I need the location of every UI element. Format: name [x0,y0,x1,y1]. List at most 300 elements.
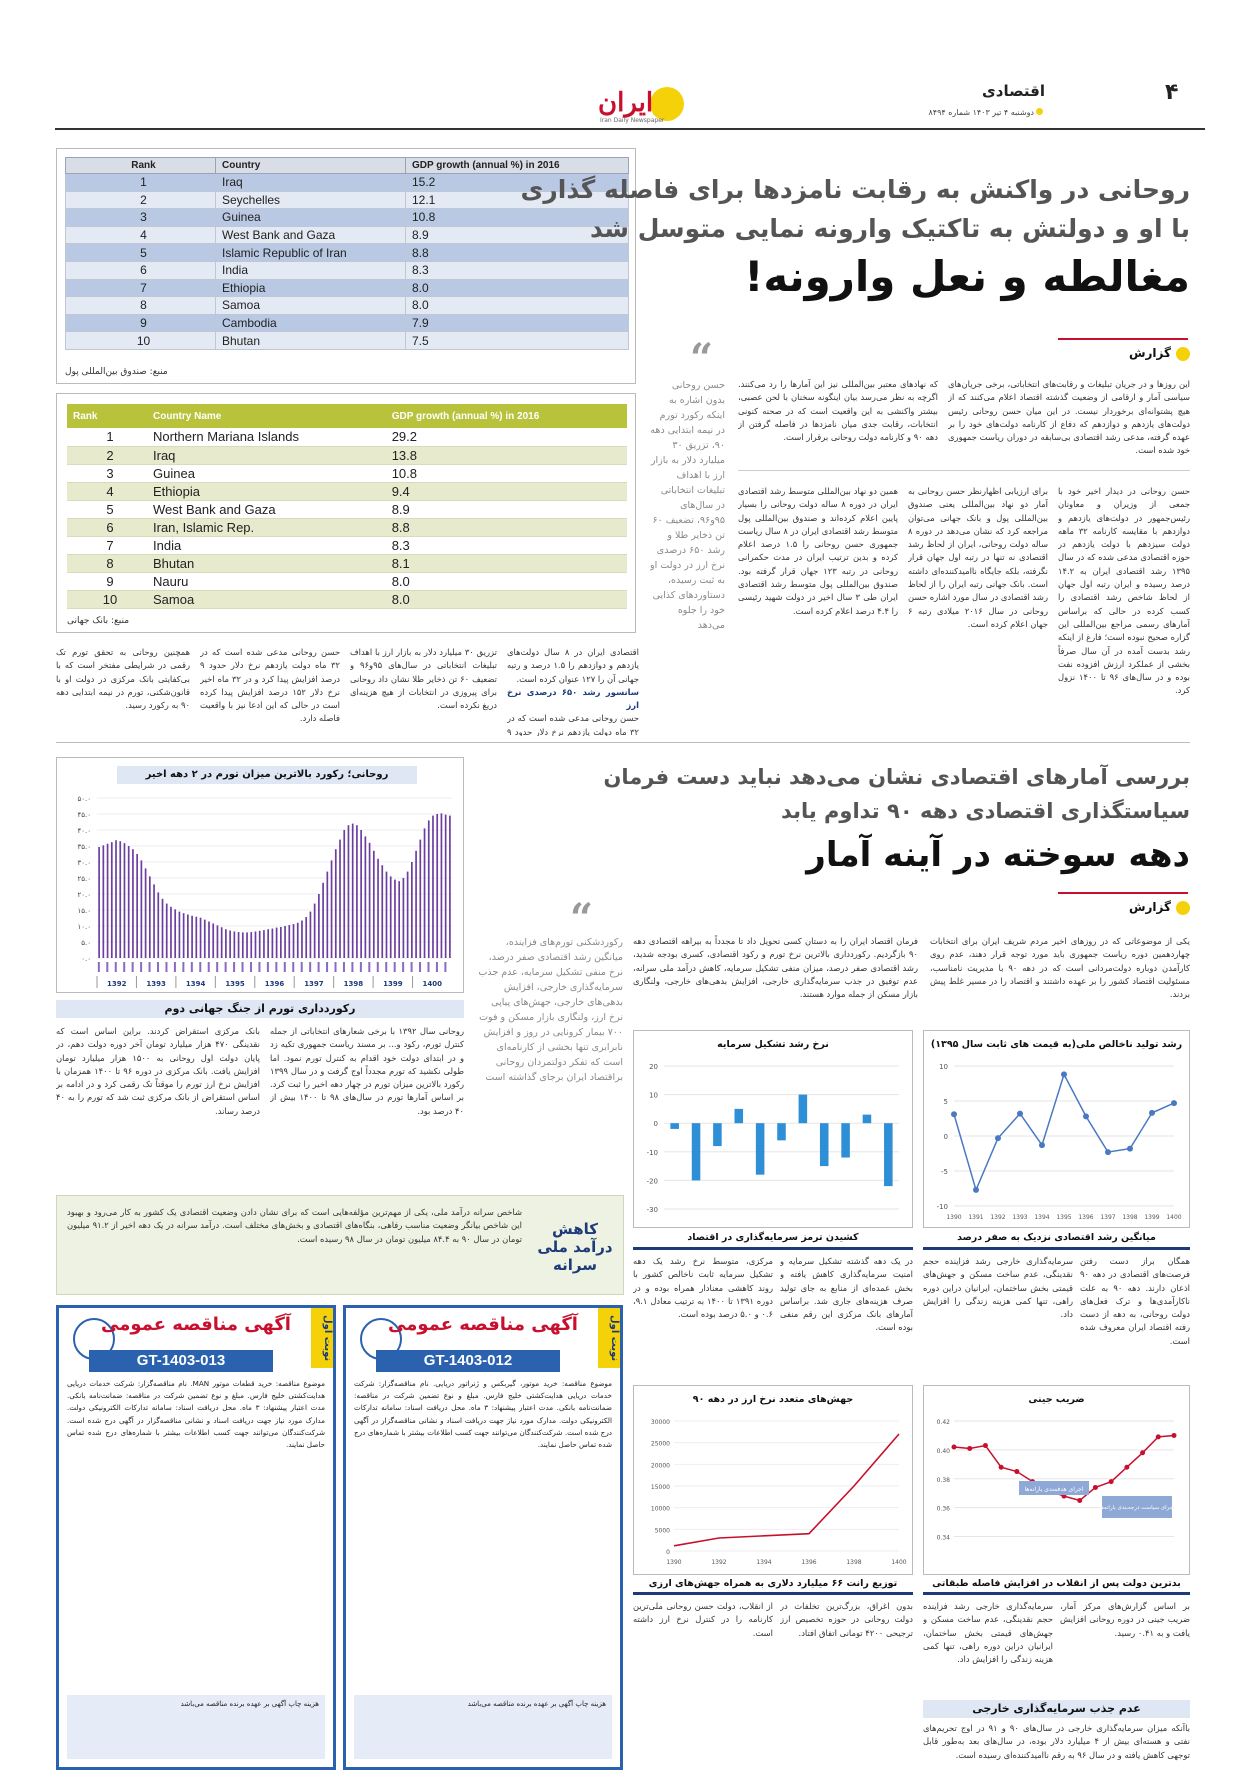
gdp-cell: 8.8 [405,244,628,262]
article2-col-7: از انقلاب، دولت حسن روحانی ملی‌ترین کارنامه را در کنترل نرخ ارز داشته است. [633,1601,773,1638]
table-row [66,279,629,297]
country-cell: Cambodia [216,314,406,332]
country-cell: Ethiopia [147,482,386,500]
fx-caption-underline [633,1592,913,1595]
inflation-bar [390,876,392,958]
gdp-cell: 8.0 [386,590,627,608]
article2-body-left: بانک مرکزی استقراض کردند. براین اساس است که نقدینگی ۴۷۰ هزار میلیارد تومان آخر دوره دولت دهم، در پایان دولت اول روحانی به ۱۵۰۰ هزار میلیارد تومان افزایش یافت. بانک مرکزی در دوره ۹۶ تا ۱۴۰۰ همزمان با افزایش نرخ ارز تورم را موقتاً تک رقمی کرد و در ادامه بر اساس استقراض از بانک مرکزی ثبت شد که تورم را به ۴۰ درصد رساند. [56,1026,260,1116]
inflation-bar [166,904,168,958]
inflation-bar [153,884,155,958]
y-tick-label: 15000 [650,1484,670,1491]
y-tick-label: ۵.۰ [81,939,91,947]
rank-cell: 10 [66,332,216,350]
x-tick-mark [250,962,252,972]
inflation-bar [424,828,426,958]
table-row [66,226,629,244]
x-tick-label: 1397 [1100,1214,1116,1221]
inflation-bar [419,840,421,958]
gini-annotation: اجرای هدفمندی یارانه‌ها [1024,1486,1084,1493]
article1-col-3: همین دو نهاد بین‌المللی متوسط رشد اقتصادی ایران در دوره ۸ ساله دولت روحانی را بسیار پایین اعلام کرده‌اند و صندوق بین‌المللی پول متوسط رشد اقتصادی ایران در ۸ سال ریاست جمهوری حسن روحانی را ۱.۵ درصد اعلام کرده و بدین ترتیب ایران در مدت حکمرانی روحانی در رتبه ۱۲۳ جهان قرار گرفته بود. صندوق بین‌المللی پول متوسط رشد اقتصادی ایران طی ۳ سال اخیر در دولت شهید رئیسی را ۴.۴ درصد اعلام کرده است. [738,486,898,616]
capital-bar [799,1095,808,1124]
article2-intro-left: فرمان اقتصاد ایران را به دستان کسی تحویل داد تا مجدداً به بیراهه اقتصادی دهه ۹۰ بازگردیم. رکوردداری بالاترین نرخ تورم و رکود اقتصادی، کسری بودجه شدید، رشد اقتصادی صفر درصد، میزان منفی تشکیل سرمایه، کاهش درآمد ملی سرانه، عدم توفیق در جذب سرمایه‌گذاری خارجی، افزایش بدهی‌های خارجی، ولنگاری بازار مسکن از جمله موارد هستند. [633,936,918,1000]
table-row [66,261,629,279]
y-tick-label: -10 [936,1203,948,1211]
y-tick-label: ۴۵.۰ [77,811,91,819]
capital-bar [841,1123,850,1157]
inflation-bar [200,918,202,958]
x-tick-mark [309,962,311,972]
article2-label: گزارش [1129,900,1190,915]
article2-body-right: روحانی سال ۱۳۹۲ با برخی شعارهای انتخاباتی از جمله کنترل تورم، رکود و... بر مسند ریاست جمهوری تکیه زد و در ابتدای دولت خود اقدام به کنترل تورم نمود. اما طولی نکشید که تورم مجدداً اوج گرفت و در سال ۱۳۹۹ رکورد بالاترین میزان تورم در چهار دهه اخیر را ثبت کرد. بر اساس آمارها تورم در سال‌های ۹۸ تا ۱۴۰۰ بیش از ۴۰ درصد بود. [270,1026,464,1116]
exchange-rate-caption: توزیع رانت ۶۶ میلیارد دلاری به همراه جهش‌های ارزی [648,1578,898,1589]
x-tick-label: 1394 [756,1559,772,1566]
y-tick-label: 25000 [650,1440,670,1448]
article1-col-6: همچنین روحانی به تحقق تورم تک رقمی در شرایطی مفتخر است که با بی‌کفایتی بانک مرکزی در دولت او با قانون‌شکنی، تورم در نیمه ابتدایی دهه ۹۰ به رکورد رسید. [56,647,190,711]
table-row [67,482,627,500]
article1-intro-right: این روزها و در جریان تبلیغات و رقابت‌های انتخاباتی، برخی جریان‌های سیاسی آمار و ارقامی از وضعیت گذشته اقتصاد اعلام می‌کنند که از هیچ پشتوانه‌ای برخوردار نیست. در این میان حسن روحانی رئیس دولت‌های یازدهم و دوازدهم که دفاع از کارنامه دولت‌های خود را بر عهده گرفته، مدعی رشد اقتصادی بی‌سابقه در دوران ریاست جمهوری خود شده است. [948,379,1190,456]
exchange-rate-chart-title: جهش‌های متعدد نرخ ارز در دهه ۹۰ [692,1394,854,1405]
x-tick-mark [301,962,303,972]
x-tick-label: 1396 [801,1559,817,1566]
inflation-bar [314,904,316,958]
inflation-bar [272,929,274,958]
article2-headline: دهه سوخته در آینه آمار [806,835,1190,875]
x-tick-mark [267,962,269,972]
per-capita-income-title: کاهش درآمد ملی سرانه [537,1220,613,1274]
country-cell: Ethiopia [216,279,406,297]
inflation-bar [348,825,350,958]
x-tick-label: 1392 [990,1214,1006,1221]
gdp-point [1061,1071,1067,1077]
inflation-bar [267,929,269,958]
gdp-point [1017,1111,1023,1117]
logo-sun-icon [650,87,684,121]
y-tick-label: 0 [943,1133,948,1141]
gini-point [1140,1450,1145,1455]
inflation-bar [280,927,282,958]
inflation-bar [394,880,396,958]
quote-mark-icon: “ [570,895,594,942]
gdp-cell: 8.3 [386,536,627,554]
x-tick-mark [123,962,125,972]
inflation-bar [229,930,231,958]
country-cell: India [147,536,386,554]
tender-ad-012[interactable] [343,1305,623,1770]
inflation-bar [234,931,236,958]
rank-cell: 6 [66,261,216,279]
x-tick-label: 1395 [1056,1214,1072,1221]
y-tick-label: 0.36 [936,1505,950,1513]
table-row [67,500,627,518]
inflation-bar [449,816,451,958]
x-tick-mark [335,962,337,972]
article1-col-2: برای ارزیابی اظهارنظر حسن روحانی به آمار دو نهاد بین‌المللی یعنی صندوق بین‌المللی پول و بانک جهانی می‌توان مراجعه کرد که نشان می‌دهد در دوره ۸ ساله دولت روحانی، ایران از لحاظ رشد اقتصادی نه تنها در رتبه اول جهان قرار نگرفته، بلکه جایگاه ناامیدکننده‌ای داشته است. بانک جهانی رتبه ایران را از لحاظ رشد اقتصادی در سال مورد اشاره حسن روحانی در سال ۲۰۱۶ میلادی رتبه ۶ جهان اعلام کرده است. [908,486,1048,629]
rank-cell: 5 [67,500,147,518]
capital-bar [820,1123,829,1166]
inflation-bar [238,932,240,958]
article1-kicker-1: روحانی در واکنش به رقابت نامزدها برای فاصله گذاری [520,175,1190,204]
inflation-bar [132,849,134,958]
country-cell: Bhutan [147,554,386,572]
capital-caption-underline [633,1247,913,1250]
inflation-bar [111,842,113,958]
inflation-bar [360,830,362,958]
x-tick-mark [275,962,277,972]
gini-point [1124,1465,1129,1470]
x-tick-label: 1400 [891,1559,907,1566]
gini-caption: بدترین دولت پس از انقلاب در افزایش فاصله طبقاتی [932,1578,1181,1589]
x-tick-label: 1393 [1012,1214,1028,1221]
gdp-cell: 10.8 [386,464,627,482]
inflation-bar [212,923,214,958]
gdp-growth-caption: میانگین رشد اقتصادی نزدیک به صفر درصد [957,1232,1156,1243]
inflation-bar [102,845,104,958]
t2-header-gdp: GDP growth (annual %) in 2016 [386,404,627,428]
x-group-label: 1398 [343,980,364,988]
gdp-point [1039,1142,1045,1148]
x-tick-mark [191,962,193,972]
capital-bar [670,1123,679,1129]
table-row [67,572,627,590]
y-tick-label: ۴۰.۰ [77,827,91,835]
inflation-bar [335,849,337,958]
x-tick-label: 1391 [968,1214,984,1221]
foreign-investment-text: باآنکه میزان سرمایه‌گذاری خارجی در سال‌های ۹۰ و ۹۱ در اوج تحریم‌های نفتی و هسته‌ای بیش از ۴ میلیارد دلار بوده، در سال‌های بعد به‌طور قابل توجهی کاهش یافته و در سال ۹۶ به رقم ناامیدکننده‌ای رسیده است. [923,1723,1190,1760]
gdp-cell: 7.9 [405,314,628,332]
y-tick-label: ۲۵.۰ [77,875,91,883]
gdp-cell: 8.8 [386,518,627,536]
article2-intro-right: یکی از موضوعاتی که در روزهای اخیر مردم شریف ایران برای انتخابات چهاردهمین دوره ریاست جمهوری باید مورد توجه قرار دهند، عدم روی کارآمدن دوباره دولت‌مردانی است که در دهه ۹۰ با مدیریت نامناسب، مسئولیت اقتصاد کشور را بر عهده داشتند و اقتصاد را در مسیر غلط پیش بردند. [930,936,1190,1000]
gdp-cell: 8.3 [405,261,628,279]
y-tick-label: -30 [646,1206,658,1214]
y-tick-label: -10 [646,1148,658,1157]
ad-tag: نوبت اول [311,1308,333,1368]
inflation-bar [377,859,379,958]
x-group-label: 1395 [225,980,245,988]
y-tick-label: 30000 [650,1419,670,1426]
ad-body: موضوع مناقصه: خرید قطعات موتور MAN. نام مناقصه‌گزار: شرکت خدمات دریایی هدایت‌کشتی خلیج فارس. مبلغ و نوع تضمین شرکت در مناقصه: ضمانت‌نامه بانکی. مدت اعتبار پیشنهاد: ۳ ماه. محل دریافت اسناد: سامانه تدارکات الکترونیکی دولت. مدارک مورد نیاز جهت دریافت اسناد و نشانی مناقصه‌گزار در آگهی درج شده است. شرکت‌کنندگان می‌توانند جهت کسب اطلاعات بیشتر با شماره‌های درج شده تماس حاصل نمایند. [67,1379,325,1450]
inflation-bar [195,917,197,958]
ad-title: آگهی مناقصه عمومی [388,1314,578,1335]
article1-col-5: تزریق ۳۰ میلیارد دلار به بازار ارز با اهداف تبلیغات انتخاباتی در سال‌های ۹۵و۹۶ و تضعیف ۶۰ تن ذخایر طلا نشان داد روحانی برای پیروزی در انتخابات از هیچ هزینه‌ای دریغ نکرده است. [350,647,497,711]
country-cell: Guinea [147,464,386,482]
logo[interactable]: ایران [598,88,654,118]
x-tick-label: 1394 [1034,1214,1050,1221]
inflation-bar [250,932,252,958]
per-capita-income-text: شاخص سرانه درآمد ملی، یکی از مهم‌ترین مؤلفه‌هایی است که برای نشان دادن وضعیت اقتصادی یک کشور به کار می‌رود و بهبود این شاخص بیانگر وضعیت مناسب رفاهی، بنگاه‌های اقتصادی و بخش‌های مختلف است. درآمد سرانه در یک دهه اخیر از ۹۱.۲ میلیون تومان در سال ۹۰ به ۸۴.۴ میلیون تومان در سال ۹۸ رسیده است. [67,1207,522,1244]
y-tick-label: 0.42 [936,1419,950,1426]
gini-point [1093,1485,1098,1490]
article1-intro-left: که نهادهای معتبر بین‌المللی نیز این آمارها را رد می‌کنند. اگرچه به نظر می‌رسد بیان اینگونه سخنان با لحن عصبی، بیشتر واکنشی به این واقعیت است که در صحنه کنونی انتخابات، رقابت جدی میان نامزدها در فاصله گرفتن از دهه ۹۰ و کارنامه دولت روحانی برقرار است. [738,379,938,443]
inflation-bar [365,836,367,958]
gdp-cell: 8.1 [386,554,627,572]
rank-cell: 8 [66,297,216,315]
inflation-bar [411,862,413,958]
inflation-bar [356,825,358,958]
inflation-bar [318,894,320,958]
y-tick-label: ۳۰.۰ [77,859,91,867]
inflation-bar [149,876,151,958]
per-capita-income-box [56,1195,624,1295]
ad-code: GT-1403-012 [376,1350,560,1372]
inflation-bar [141,860,143,958]
x-tick-label: 1392 [711,1559,727,1566]
exchange-rate-plot [634,1386,912,1574]
table-row [66,209,629,227]
article2-sep-red [1058,892,1188,894]
article2-col-2: سرمایه‌گذاری خارجی رشد فزاینده حجم نقدینگی، عدم ساخت مسکن و جهش‌های قیمتی بخش ساختمان، ایرانیان دراین دوره راهی، تنها کمی هزینه زندگی را افزایش داد. [923,1256,1073,1320]
gini-point [999,1465,1004,1470]
rank-cell: 2 [66,191,216,209]
table-row [66,332,629,350]
x-tick-mark [284,962,286,972]
inflation-bar [293,924,295,958]
inflation-bar [297,923,299,958]
inflation-bar [428,820,430,958]
rank-cell: 9 [66,314,216,332]
x-tick-mark [436,962,438,972]
article1-subhead-currency: سانسور رشد ۶۵۰ درصدی نرخ ارز [507,686,639,711]
rank-cell: 5 [66,244,216,262]
tender-ad-013[interactable] [56,1305,336,1770]
inflation-bar [136,854,138,958]
gdp-series-line [954,1074,1174,1190]
inflation-bar [398,881,400,958]
inflation-chart-caption: رکوردداری تورم از جنگ جهانی دوم [56,1000,464,1018]
rank-cell: 3 [67,464,147,482]
article2-col-2b: سرمایه‌گذاری خارجی رشد فزاینده حجم نقدینگی، عدم ساخت مسکن و جهش‌های قیمتی بخش ساختمان، ایرانیان دراین دوره راهی، تنها کمی هزینه زندگی را افزایش داد. [923,1601,1053,1665]
masthead-divider [55,128,1205,130]
x-tick-mark [351,962,353,972]
x-tick-mark [182,962,184,972]
x-group-label: 1397 [304,980,324,988]
gdp-cell: 12.1 [405,191,628,209]
x-group-label: 1392 [106,980,127,988]
x-group-label: 1394 [185,980,206,988]
gini-point [1109,1479,1114,1484]
inflation-bar [445,815,447,958]
gdp-point [1127,1146,1133,1152]
article1-sep-red [1058,338,1188,340]
x-group-label: 1393 [146,980,166,988]
article1-pullquote: حسن روحانی بدون اشاره به اینکه رکورد تورم در نیمه ابتدایی دهه ۹۰، تزریق ۳۰ میلیارد دلار به بازار ارز با اهداف تبلیغات انتخاباتی در سال‌های ۹۵و۹۶، تضعیف ۶۰ تن ذخایر طلا و رشد ۶۵۰ درصدی نرخ ارز در دولت او به ثبت رسیده، دستاوردهای کذایی خود را جلوه می‌دهد [650,380,725,631]
article2-pullquote: رکوردشکنی تورم‌های فزاینده، میانگین رشد اقتصادی صفر درصد، نرخ منفی تشکیل سرمایه، عدم جذب سرمایه‌گذاری خارجی، افزایش بدهی‌های خارجی، جهش‌های پیاپی نرخ ارز، ولنگاری بازار مسکن و فوت ۷۰۰ بیمار کرونایی در روز و افزایش نابرابری تنها بخشی از کارنامه‌ای است که تفکر دولتمردان روحانی براقتصاد ایران برجای گذاشته است [478,937,623,1083]
inflation-chart-title: روحانی؛ رکورد بالاترین میزان تورم در ۲ دهه اخیر [117,766,417,784]
gdp-cell: 8.9 [405,226,628,244]
country-cell: India [216,261,406,279]
section-title: اقتصادی [982,82,1045,100]
rank-cell: 7 [66,279,216,297]
inflation-bar [407,872,409,958]
x-tick-mark [377,962,379,972]
article1-headline: مغالطه و نعل وارونه! [744,252,1190,301]
y-tick-label: 0 [666,1549,670,1556]
table-row [66,244,629,262]
y-tick-label: 10 [649,1091,658,1100]
x-tick-mark [402,962,404,972]
inflation-bar [288,925,290,958]
capital-bar [756,1123,765,1174]
gdp-point [995,1135,1001,1141]
y-tick-label: -5 [941,1168,948,1176]
t1-header-gdp: GDP growth (annual %) in 2016 [405,158,628,174]
exchange-rate-chart [633,1385,913,1575]
rank-cell: 9 [67,572,147,590]
country-cell: Samoa [216,297,406,315]
x-tick-mark [368,962,370,972]
inflation-bar [179,912,181,958]
x-tick-label: 1396 [1078,1214,1094,1221]
rank-cell: 6 [67,518,147,536]
x-tick-mark [140,962,142,972]
rank-cell: 1 [66,174,216,192]
gini-point [1077,1498,1082,1503]
x-tick-label: 1400 [1166,1214,1182,1221]
y-tick-label: 5 [943,1098,948,1106]
t2-header-rank: Rank [67,404,147,428]
gdp-cell: 13.8 [386,446,627,464]
gini-caption-underline [923,1592,1190,1595]
worldbank-gdp-table [56,393,636,633]
table-row [67,590,627,608]
table-row [67,464,627,482]
inflation-bar [217,925,219,958]
x-tick-mark [385,962,387,972]
country-cell: Iraq [216,174,406,192]
country-cell: Islamic Republic of Iran [216,244,406,262]
quote-mark-icon: “ [690,335,714,382]
inflation-bar [339,840,341,958]
inflation-bar [170,907,172,958]
inflation-bar [259,931,261,958]
ad-footer: هزینه چاپ آگهی بر عهده برنده مناقصه می‌باشد [354,1695,612,1759]
article1-col-5b: حسن روحانی مدعی شده است که در ۳۲ ماه دولت یازدهم نرخ دلار حدود ۹ درصد افزایش پیدا کرد و در ۳۲ ماه اخیر نرخ دلار ۱۵۲ درصد افزایش پیدا کرده است در حالی که این ادعا نیز با واقعیت فاصله دارد. [200,647,340,724]
article2-col-6: بدون اغراق، بزرگ‌ترین تخلفات در دولت روحانی در حوزه تخصیص ارز ترجیحی ۴۲۰۰ تومانی اتفاق افتاد. [780,1601,913,1638]
ad-title: آگهی مناقصه عمومی [101,1314,291,1335]
article2-col-5: بر اساس گزارش‌های مرکز آمار، ضریب جینی در دوره روحانی افزایش یافت و به ۰.۴۱ رسید. [1060,1601,1190,1638]
capital-bar [713,1123,722,1146]
inflation-bar [221,927,223,958]
y-tick-label: 0.34 [936,1534,950,1542]
table-row [66,297,629,315]
rank-cell: 3 [66,209,216,227]
inflation-bar [174,909,176,958]
gdp-cell: 10.8 [405,209,628,227]
y-tick-label: 20 [649,1063,658,1071]
inflation-bar [381,865,383,958]
worldbank-table-source: منبع: بانک جهانی [67,616,130,626]
country-cell: West Bank and Gaza [216,226,406,244]
inflation-bar [128,846,130,958]
y-tick-label: 0.40 [936,1447,950,1455]
x-tick-mark [216,962,218,972]
inflation-bar [284,926,286,958]
x-tick-mark [343,962,345,972]
x-tick-mark [208,962,210,972]
gini-annotation: اجرای سیاست درجه‌بندی یارانه‌ها [1099,1505,1175,1511]
x-tick-mark [258,962,260,972]
imf-table-source: منبع: صندوق بین‌المللی پول [65,367,168,377]
gini-point [1014,1469,1019,1474]
gdp-point [1171,1100,1177,1106]
gdp-cell: 8.0 [405,279,628,297]
article1-col-1: حسن روحانی در دیدار اخیر خود با جمعی از وزیران و معاونان رئیس‌جمهور در دولت‌های یازدهم و دوازدهم با مقایسه کارنامه ۳۲ ماهه دولت سیزدهم با دولت یازدهم در حوزه اقتصادی مدعی شده که در سال ۱۳۹۵ رشد اقتصادی ایران به ۱۴.۲ درصد رسیده و ایران رتبه اول جهان از لحاظ شاخص رشد اقتصادی را کسب کرده در حالی که براساس آمارهای رسمی مراجع بین‌المللی این گزاره صحیح نبوده است؛ فارغ از اینکه رشد بدست آمده در آن سال صرفاً بخشی از عملکرد ارزش افزوده نفت بوده و در سال‌های ۹۶ تا ۱۴۰۰ نزول کرد. [1058,486,1190,696]
rank-cell: 8 [67,554,147,572]
x-tick-mark [292,962,294,972]
inflation-bar [441,813,443,958]
gini-point [967,1446,972,1451]
gdp-growth-plot [924,1031,1189,1227]
inflation-bar [326,872,328,958]
capital-bar [692,1123,701,1180]
x-tick-mark [157,962,159,972]
article2-kicker: بررسی آمارهای اقتصادی نشان می‌دهد نباید دست فرمان سیاستگذاری اقتصادی دهه ۹۰ تداوم یابد [603,765,1190,823]
ad-code: GT-1403-013 [89,1350,273,1372]
table-row [67,554,627,572]
x-tick-mark [132,962,134,972]
rank-cell: 7 [67,536,147,554]
country-cell: Northern Mariana Islands [147,428,386,446]
inflation-bar [331,860,333,958]
gdp-growth-chart [923,1030,1190,1228]
x-tick-mark [174,962,176,972]
inflation-bar [183,913,185,958]
x-tick-mark [115,962,117,972]
rank-cell: 10 [67,590,147,608]
article1-kicker-2: با او و دولتش به تاکتیک وارونه نمایی متوسل شد [589,214,1190,243]
article2-col-1: همگان براز دست رفتن فرصت‌های اقتصادی در دهه ۹۰ اذعان دارند. دهه ۹۰ به علت ناکارآمدی‌ها و ترک فعل‌های دولت روحانی، به دهه از دست رفته اقتصاد ایران معروف شده است. [1080,1256,1190,1346]
x-tick-label: 1390 [946,1214,962,1221]
gdp-point [1105,1149,1111,1155]
rank-cell: 2 [67,446,147,464]
inflation-bar [369,843,371,958]
inflation-bar [242,932,244,958]
article2-col-4: مرکزی، متوسط نرخ رشد یک دهه تشکیل سرمایه ثابت ناخالص کشور با روند کاهشی معنادار همراه بوده و در دوره ۱۳۹۱ تا ۱۴۰۰ به ترتیب معادل ۹.۱، ۰.۶ و ۵.۰ درصد بوده است. [633,1256,773,1320]
gdp-caption-underline [923,1247,1190,1250]
gini-point [1156,1434,1161,1439]
ad-body: موضوع مناقصه: خرید موتور، گیربکس و ژنراتور دریایی. نام مناقصه‌گزار: شرکت خدمات دریایی هدایت‌کشتی خلیج فارس. مبلغ و نوع تضمین شرکت در مناقصه: ضمانت‌نامه بانکی. مدت اعتبار پیشنهاد: ۳ ماه. محل دریافت اسناد: سامانه تدارکات الکترونیکی دولت. مدارک مورد نیاز جهت دریافت اسناد و نشانی مناقصه‌گزار در آگهی درج شده است. شرکت‌کنندگان می‌توانند جهت کسب اطلاعات بیشتر با شماره‌های درج شده تماس حاصل نمایند. [354,1379,612,1450]
capital-formation-plot [634,1031,912,1227]
gdp-point [973,1187,979,1193]
article1-col-4: اقتصادی ایران در ۸ سال دولت‌های یازدهم و دوازدهم را ۱.۵ درصد و رتبه جهانی آن را ۱۲۷ عنوان کرده است. سانسور رشد ۶۵۰ درصدی نرخ ارز حسن روحانی مدعی شده است که در ۳۲ ماه دولت یازدهم نرخ دلار حدود ۹ [507,647,639,736]
table-row [67,428,627,446]
country-cell: Nauru [147,572,386,590]
x-tick-label: 1399 [1144,1214,1160,1221]
y-tick-label: 10 [939,1063,948,1071]
gdp-cell: 8.0 [405,297,628,315]
inflation-bar [305,917,307,958]
x-tick-mark [199,962,201,972]
inflation-bar [107,844,109,958]
logo-subtitle: Iran Daily Newspaper [600,117,665,124]
capital-bar [777,1123,786,1140]
inflation-bar [343,830,345,958]
inflation-bar [436,814,438,958]
x-tick-mark [318,962,320,972]
x-tick-mark [242,962,244,972]
x-group-label: 1400 [422,980,443,988]
inflation-bar [157,892,159,958]
article-divider [56,742,1190,743]
t1-header-country: Country [216,158,406,174]
gdp-growth-chart-title: رشد تولید ناخالص ملی(به قیمت های ثابت سال ۱۳۹۵) [930,1039,1183,1050]
label-dot-icon [1176,901,1190,915]
inflation-bar [263,930,265,958]
inflation-bar [415,851,417,958]
rank-cell: 4 [67,482,147,500]
gdp-cell: 15.2 [405,174,628,192]
y-tick-label: 20000 [650,1462,670,1470]
